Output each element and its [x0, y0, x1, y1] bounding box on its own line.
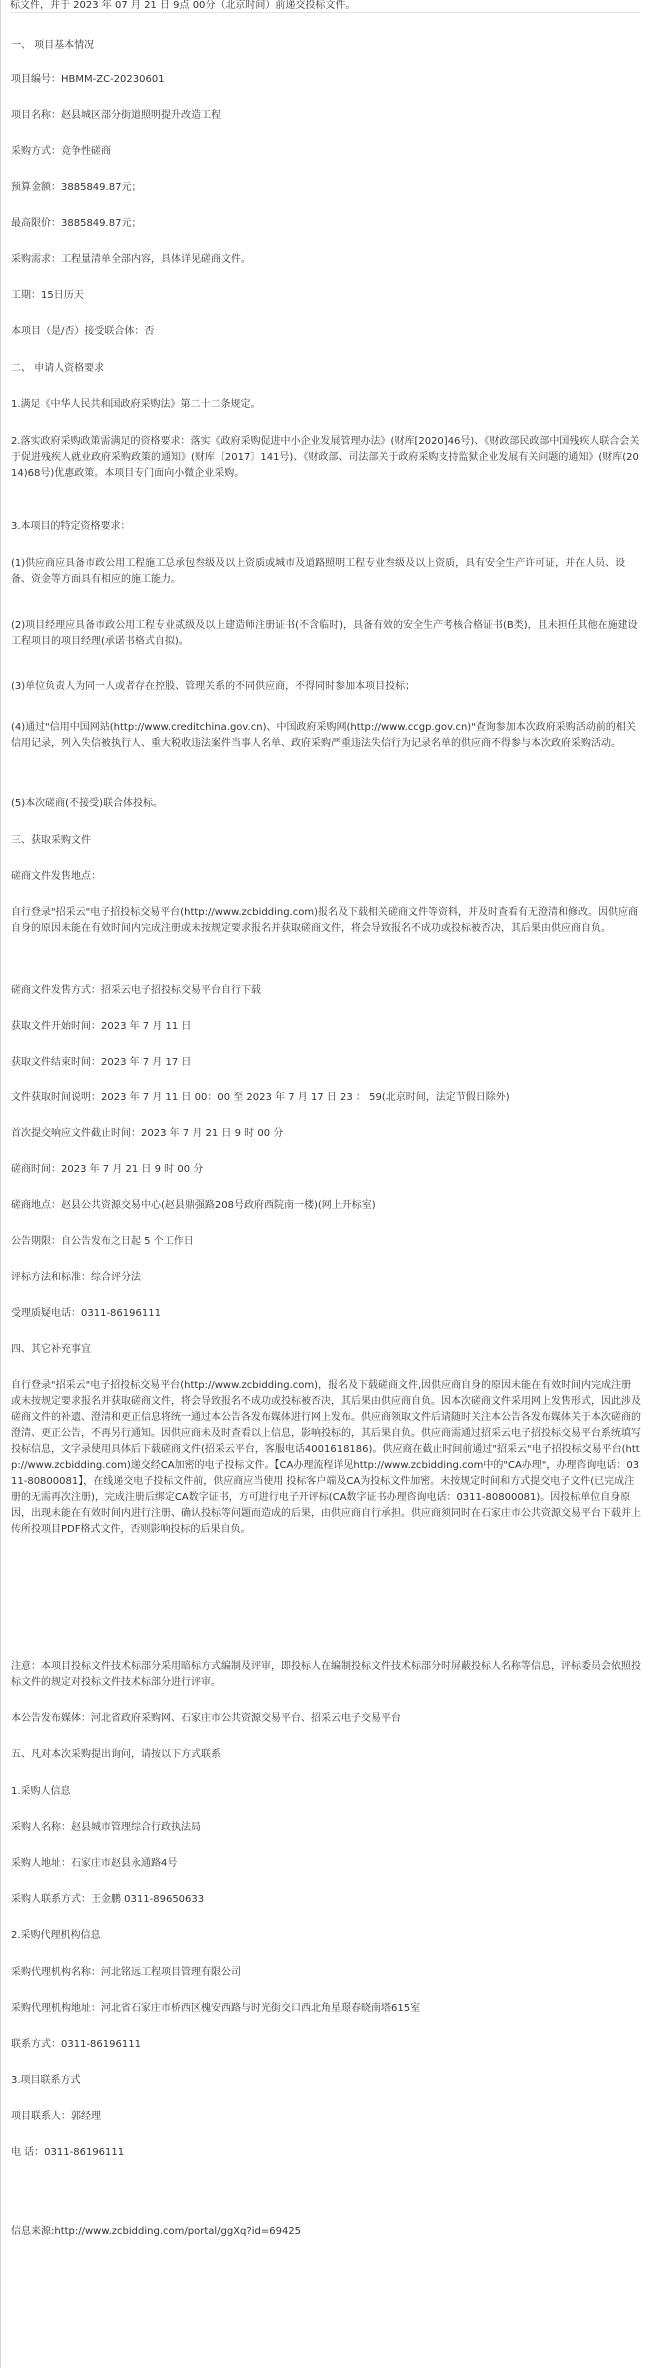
project-contact-person: 项目联系人：郭经理	[11, 2111, 101, 2122]
section-3-title: 三、获取采购文件	[11, 835, 91, 846]
other-matters: 自行登录"招采云"电子招投标交易平台(http://www.zcbidding.com)，报名及下载磋商文件,因供应商自身的原因未能在有效时间内完成注册或未按规定要求报名并获取磋商文件，将会导致报名不成功或投标被否决，其后果由供应商自负。因本次磋商文件采用网上发售形式，因此涉及磋商文件的补遗、澄清和更正信息将统一通过本公告各发布媒体进行网上发布。供应商领取文件后请随时关注本公告各发布媒体关于本次磋商的澄清、更正公告，不再另行通知。因供应商未及时查看以上信息，影响投标的，其后果自负。供应商需通过招采云电子招投标交易平台系统填写投标信息，文字录使用具体后下载磋商文件(招采云平台，客服电话4001618186)。供应商在截止时间前通过"招采云"电子招投标交易平台(http://www.zcbidding.com)递交经CA加密的电子投标文件。【CA办理流程详见http://www.zcbidding.com中的"CA办理"，办理咨询电话：0311-80800081】，在线递交电子投标文件前，供应商应当使用 投标客户端及CA为投标文件加密。未按规定时间和方式提交电子文件(已完成注册的无需再次注册)，完成注册后绑定CA数字证书，方可进行电子开评标(CA数字证书办理咨询电话：0311-80800081)。因投标单位自身原因，出现未能在有效时间内进行注册、确认投标等问题而造成的后果，由供应商自行承担。供应商须同时在石家庄市公共资源交易平台下载并上传所投项目PDF格式文件，否则影响投标的后果自负。	[11, 1380, 641, 1535]
qualification-3-5: (5)本次磋商(不接受)联合体投标。	[11, 798, 163, 809]
submission-deadline: 首次提交响应文件截止时间：2023 年 7 月 21 日 9 时 00 分	[11, 1128, 284, 1139]
purchaser-info-title: 1.采购人信息	[11, 1786, 71, 1797]
purchaser-contact: 采购人联系方式：王金鹏 0311-89650633	[11, 1894, 205, 1905]
project-name: 项目名称：赵县城区部分街道照明提升改造工程	[11, 110, 221, 121]
section-2-title: 二、 申请人资格要求	[11, 363, 105, 374]
evaluation-method: 评标方法和标准：综合评分法	[11, 1272, 141, 1283]
consortium-policy: 本项目（是/否）接受联合体：否	[11, 326, 155, 337]
section-4-title: 四、其它补充事宜	[11, 1344, 91, 1355]
qualification-3-2: (2)项目经理应具备市政公用工程专业贰级及以上建造师注册证书(不含临时)，具备有效的安全生产考核合格证书(B类)，且未担任其他在施建设工程项目的项目经理(承诺书格式自拟)。	[11, 620, 638, 647]
agency-info-title: 2.采购代理机构信息	[11, 1930, 101, 1941]
budget-amount: 预算金额：3885849.87元；	[11, 182, 142, 193]
construction-period: 工期：15日历天	[11, 290, 84, 301]
section-5-title: 五、凡对本次采购提出询问，请按以下方式联系	[11, 1749, 221, 1760]
publish-media: 本公告发布媒体：河北省政府采购网、石家庄市公共资源交易平台、招采云电子交易平台	[11, 1713, 401, 1724]
project-contact-title: 3.项目联系方式	[11, 2075, 81, 2086]
max-price: 最高限价：3885849.87元；	[11, 218, 142, 229]
dark-bid-note: 注意：本项目投标文件技术标部分采用暗标方式编制及评审，即投标人在编制投标文件技术标部分时屏蔽投标人名称等信息，评标委员会依照投标文件的规定对投标文件技术标部分进行评审。	[11, 1661, 641, 1688]
qualification-2: 2.落实政府采购政策需满足的资格要求：落实《政府采购促进中小企业发展管理办法》(财库[2020]46号)、《财政部民政部中国残疾人联合会关于促进残疾人就业政府采购政策的通知》(财库〔2017〕141号)、《财政部、司法部关于政府采购支持监狱企业发展有关问题的通知》(财库(2014)68号)优惠政策。本项目专门面向小微企业采购。	[11, 436, 640, 479]
notice-period: 公告期限：自公告发布之日起 5 个工作日	[11, 1236, 194, 1247]
project-contact-phone: 电 话：0311-86196111	[11, 2147, 125, 2158]
intro-tail: 标文件，并于 2023 年 07 月 21 日 9点 00分（北京时间）前递交投标文件。	[10, 0, 640, 13]
purchaser-address: 采购人地址：石家庄市赵县永通路4号	[11, 1858, 178, 1869]
qualification-3-3: (3)单位负责人为同一人或者存在控股、管理关系的不同供应商，不得同时参加本项目投标；	[11, 681, 416, 692]
complaint-phone: 受理质疑电话：0311-86196111	[11, 1308, 161, 1319]
procurement-method: 采购方式：竞争性磋商	[11, 146, 111, 157]
agency-name: 采购代理机构名称：河北铭远工程项目管理有限公司	[11, 1967, 241, 1978]
obtain-period: 文件获取时间说明：2023 年 7 月 11 日 00：00 至 2023 年 7 月 17 日 23 ： 59(北京时间，法定节假日除外)	[11, 1092, 510, 1103]
section-1-title: 一、 项目基本情况	[11, 40, 95, 51]
obtain-instructions: 自行登录"招采云"电子招投标交易平台(http://www.zcbidding.com)报名及下载相关磋商文件等资料，并及时查看有无澄清和修改。因供应商自身的原因未能在有效时间内完成注册或未按规定要求报名并获取磋商文件，将会导致报名不成功或投标被否决，其后果由供应商自负。	[11, 907, 639, 934]
agency-phone: 联系方式：0311-86196111	[11, 2039, 141, 2050]
obtain-end: 获取文件结束时间：2023 年 7 月 17 日	[11, 1057, 192, 1068]
sale-place-label: 磋商文件发售地点：	[11, 871, 101, 882]
consultation-place: 磋商地点：赵县公共资源交易中心(赵县鼎强路208号政府西院南一楼)(网上开标室)	[11, 1200, 376, 1211]
agency-address: 采购代理机构地址：河北省石家庄市桥西区槐安西路与时光街交口西北角星璟春晓南塔615室	[11, 2003, 421, 2014]
purchaser-name: 采购人名称：赵县城市管理综合行政执法局	[11, 1822, 201, 1833]
qualification-3-4: (4)通过"信用中国网站(http://www.creditchina.gov.cn)、中国政府采购网(http://www.ccgp.gov.cn)"查询参加本次政府采购活动前的相关信用记录，列入失信被执行人、重大税收违法案件当事人名单、政府采购严重违法失信行为记录名单的供应商不得参与本次政府采购活动。	[11, 722, 636, 749]
project-number: 项目编号：HBMM-ZC-20230601	[11, 74, 165, 85]
qualification-3-1: (1)供应商应具备市政公用工程施工总承包叁级及以上资质或城市及道路照明工程专业叁级及以上资质，具有安全生产许可证，并在人员、设备、资金等方面具有相应的施工能力。	[11, 558, 626, 585]
qualification-1: 1.满足《中华人民共和国政府采购法》第二十二条规定。	[11, 399, 261, 410]
procurement-requirement: 采购需求：工程量清单全部内容，具体详见磋商文件。	[11, 254, 251, 265]
sale-method: 磋商文件发售方式：招采云电子招投标交易平台自行下载	[11, 985, 261, 996]
source-link[interactable]: 信息来源:http://www.zcbidding.com/portal/ggXq?id=69425	[11, 2226, 302, 2237]
obtain-start: 获取文件开始时间：2023 年 7 月 11 日	[11, 1021, 192, 1032]
consultation-time: 磋商时间：2023 年 7 月 21 日 9 时 00 分	[11, 1164, 204, 1175]
qualification-3: 3.本项目的特定资格要求：	[11, 521, 131, 532]
